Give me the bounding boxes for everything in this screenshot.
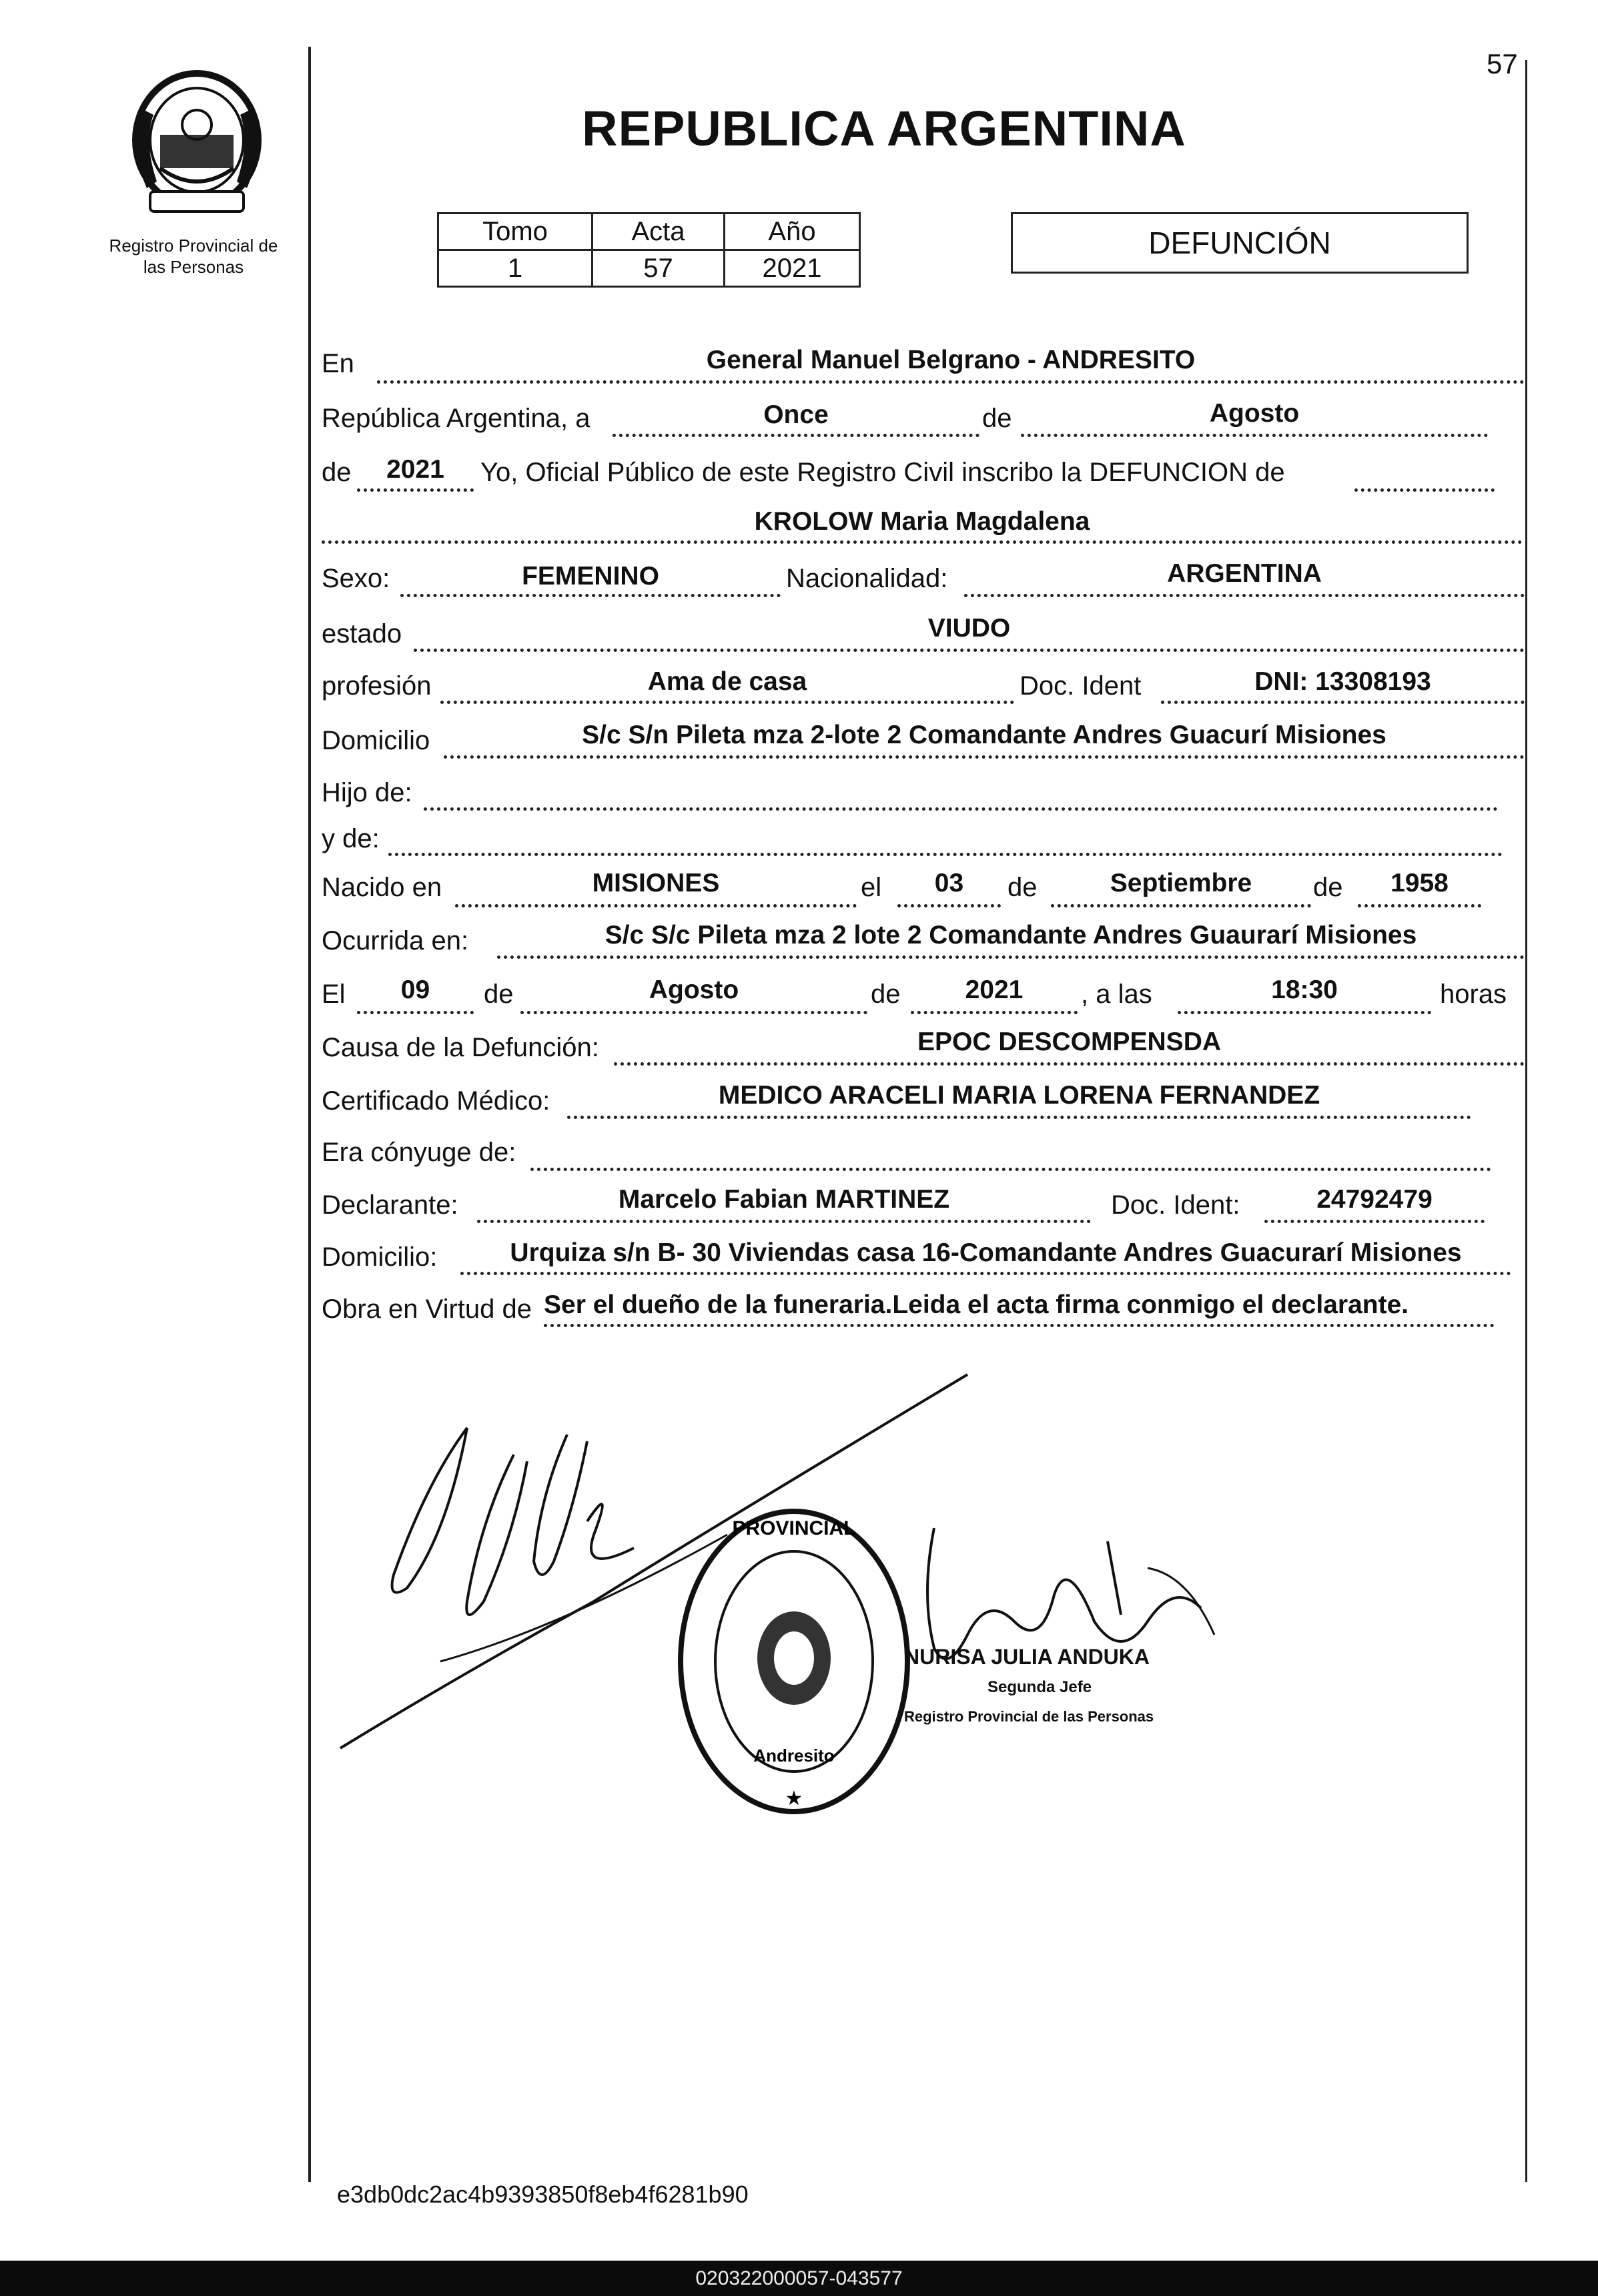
death-month-line <box>520 1011 867 1014</box>
tomo-value: 1 <box>438 250 592 287</box>
de-year-label: de <box>322 458 352 487</box>
provincial-seal-logo <box>120 61 274 218</box>
document-code-bar: 020322000057-043577 <box>0 2261 1598 2296</box>
sexo-line <box>400 594 781 597</box>
ocurrida-value: S/c S/c Pileta mza 2 lote 2 Comandante Andres Guaurarí Misiones <box>605 921 1417 949</box>
conyuge-label: Era cónyuge de: <box>322 1138 516 1167</box>
hijo-label: Hijo de: <box>322 778 412 807</box>
certificado-label: Certificado Médico: <box>322 1086 550 1116</box>
left-margin-rule <box>308 47 311 2182</box>
estado-line <box>414 649 1525 652</box>
conyuge-line <box>530 1168 1491 1171</box>
horas-label: horas <box>1440 980 1507 1009</box>
round-stamp-top-text: PROVINCIAL <box>732 1517 856 1539</box>
death-month: Agosto <box>649 976 739 1004</box>
domicilio2-value: Urquiza s/n B- 30 Viviendas casa 16-Comandante Andres Guacurarí Misiones <box>510 1238 1462 1267</box>
deceased-name: KROLOW Maria Magdalena <box>754 507 1090 536</box>
registry-name <box>73 235 314 278</box>
obra-line <box>544 1324 1495 1327</box>
round-stamp-inner-text: Andresito <box>753 1746 835 1766</box>
domicilio-label: Domicilio <box>322 726 430 755</box>
hijo-line <box>424 807 1498 811</box>
certificado-line <box>567 1116 1471 1119</box>
record-type-box: DEFUNCIÓN <box>1011 212 1469 274</box>
registry-name-line2: las Personas <box>143 257 244 277</box>
profesion-line <box>440 701 1014 704</box>
certificado-value: MEDICO ARACELI MARIA LORENA FERNANDEZ <box>718 1081 1320 1110</box>
death-time-line <box>1178 1011 1431 1014</box>
official-office: Registro Provincial de las Personas <box>904 1708 1154 1725</box>
year-line <box>357 488 474 492</box>
doc-label: Doc. Ident <box>1020 671 1142 701</box>
birth-month-line <box>1051 904 1311 907</box>
death-year-line <box>911 1011 1078 1014</box>
causa-line <box>614 1062 1525 1066</box>
month-line <box>1021 434 1488 437</box>
nacionalidad-label: Nacionalidad: <box>786 564 948 593</box>
death-day: 09 <box>400 976 430 1004</box>
domicilio-value: S/c S/n Pileta mza 2-lote 2 Comandante Andres Guacurí Misiones <box>582 721 1386 749</box>
en-line <box>377 380 1525 384</box>
en-value: General Manuel Belgrano - ANDRESITO <box>706 346 1196 374</box>
official-role: Segunda Jefe <box>987 1678 1092 1696</box>
ocurrida-label: Ocurrida en: <box>322 926 469 955</box>
birth-year: 1958 <box>1390 869 1449 897</box>
death-day-line <box>357 1011 474 1014</box>
causa-value: EPOC DESCOMPENSDA <box>917 1028 1222 1056</box>
domicilio2-label: Domicilio: <box>322 1242 438 1272</box>
col-acta-header: Acta <box>592 214 725 250</box>
birth-month: Septiembre <box>1110 869 1252 897</box>
sexo-value: FEMENINO <box>522 562 659 591</box>
nacido-label: Nacido en <box>322 873 442 902</box>
statement-line <box>1354 488 1495 492</box>
alas-label: , a las <box>1081 980 1152 1009</box>
year-value: 2021 <box>386 455 444 484</box>
yde-line <box>388 853 1503 856</box>
official-name: NURISA JULIA ANDUKA <box>904 1645 1150 1669</box>
day-line <box>613 434 979 437</box>
estado-value: VIUDO <box>927 614 1011 643</box>
doc-line <box>1161 701 1525 704</box>
el2-label: El <box>322 980 346 1009</box>
page-number: 57 <box>1487 48 1518 79</box>
death-year: 2021 <box>965 976 1024 1004</box>
ocurrida-line <box>497 955 1525 959</box>
birth-de-label: de <box>1008 873 1038 902</box>
statement-text: Yo, Oficial Público de este Registro Civil inscribo la DEFUNCION de <box>480 458 1285 487</box>
death-de-label: de <box>484 980 514 1009</box>
round-official-stamp <box>667 1495 921 1828</box>
death-de2-label: de <box>871 980 901 1009</box>
doc-value: DNI: 13308193 <box>1254 667 1431 696</box>
birth-day-line <box>897 904 1001 907</box>
domicilio2-line <box>460 1272 1511 1275</box>
day-value: Once <box>763 400 829 429</box>
doc2-value: 24792479 <box>1316 1185 1433 1214</box>
registry-name-line1: Registro Provincial de <box>109 236 278 256</box>
domicilio-line <box>444 755 1525 759</box>
el-label: el <box>861 873 882 902</box>
col-tomo-header: Tomo <box>438 214 592 250</box>
death-time: 18:30 <box>1271 976 1338 1004</box>
col-anio-header: Año <box>725 214 860 250</box>
month-value: Agosto <box>1209 399 1300 428</box>
birth-de2-label: de <box>1313 873 1343 902</box>
birth-day: 03 <box>934 869 964 897</box>
svg-text:★: ★ <box>785 1788 803 1810</box>
profesion-value: Ama de casa <box>647 667 807 696</box>
doc2-label: Doc. Ident: <box>1111 1190 1240 1220</box>
estado-label: estado <box>322 619 402 649</box>
obra-label: Obra en Virtud de <box>322 1294 532 1324</box>
page-title: REPUBLICA ARGENTINA <box>582 101 1186 156</box>
declarante-label: Declarante: <box>322 1190 458 1220</box>
en-label: En <box>322 349 354 378</box>
deceased-name-line <box>322 540 1523 544</box>
nacido-value: MISIONES <box>592 869 720 897</box>
doc2-line <box>1264 1220 1485 1223</box>
causa-label: Causa de la Defunción: <box>322 1033 599 1062</box>
document-hash: e3db0dc2ac4b9393850f8eb4f6281b90 <box>337 2181 749 2208</box>
declarante-line <box>477 1220 1091 1223</box>
obra-value: Ser el dueño de la funeraria.Leida el acta firma conmigo el declarante. <box>544 1290 1409 1319</box>
de-label: de <box>982 404 1012 433</box>
birth-year-line <box>1358 904 1481 907</box>
nacionalidad-line <box>964 594 1525 597</box>
right-margin-rule <box>1525 60 1527 2182</box>
sexo-label: Sexo: <box>322 564 390 593</box>
nacionalidad-value: ARGENTINA <box>1167 559 1322 588</box>
profesion-label: profesión <box>322 671 432 701</box>
record-table <box>437 212 861 288</box>
nacido-line <box>455 904 857 907</box>
acta-value: 57 <box>592 250 725 287</box>
declarante-value: Marcelo Fabian MARTINEZ <box>618 1185 950 1214</box>
republica-label: República Argentina, a <box>322 404 590 433</box>
yde-label: y de: <box>322 824 380 853</box>
anio-value: 2021 <box>725 250 860 287</box>
